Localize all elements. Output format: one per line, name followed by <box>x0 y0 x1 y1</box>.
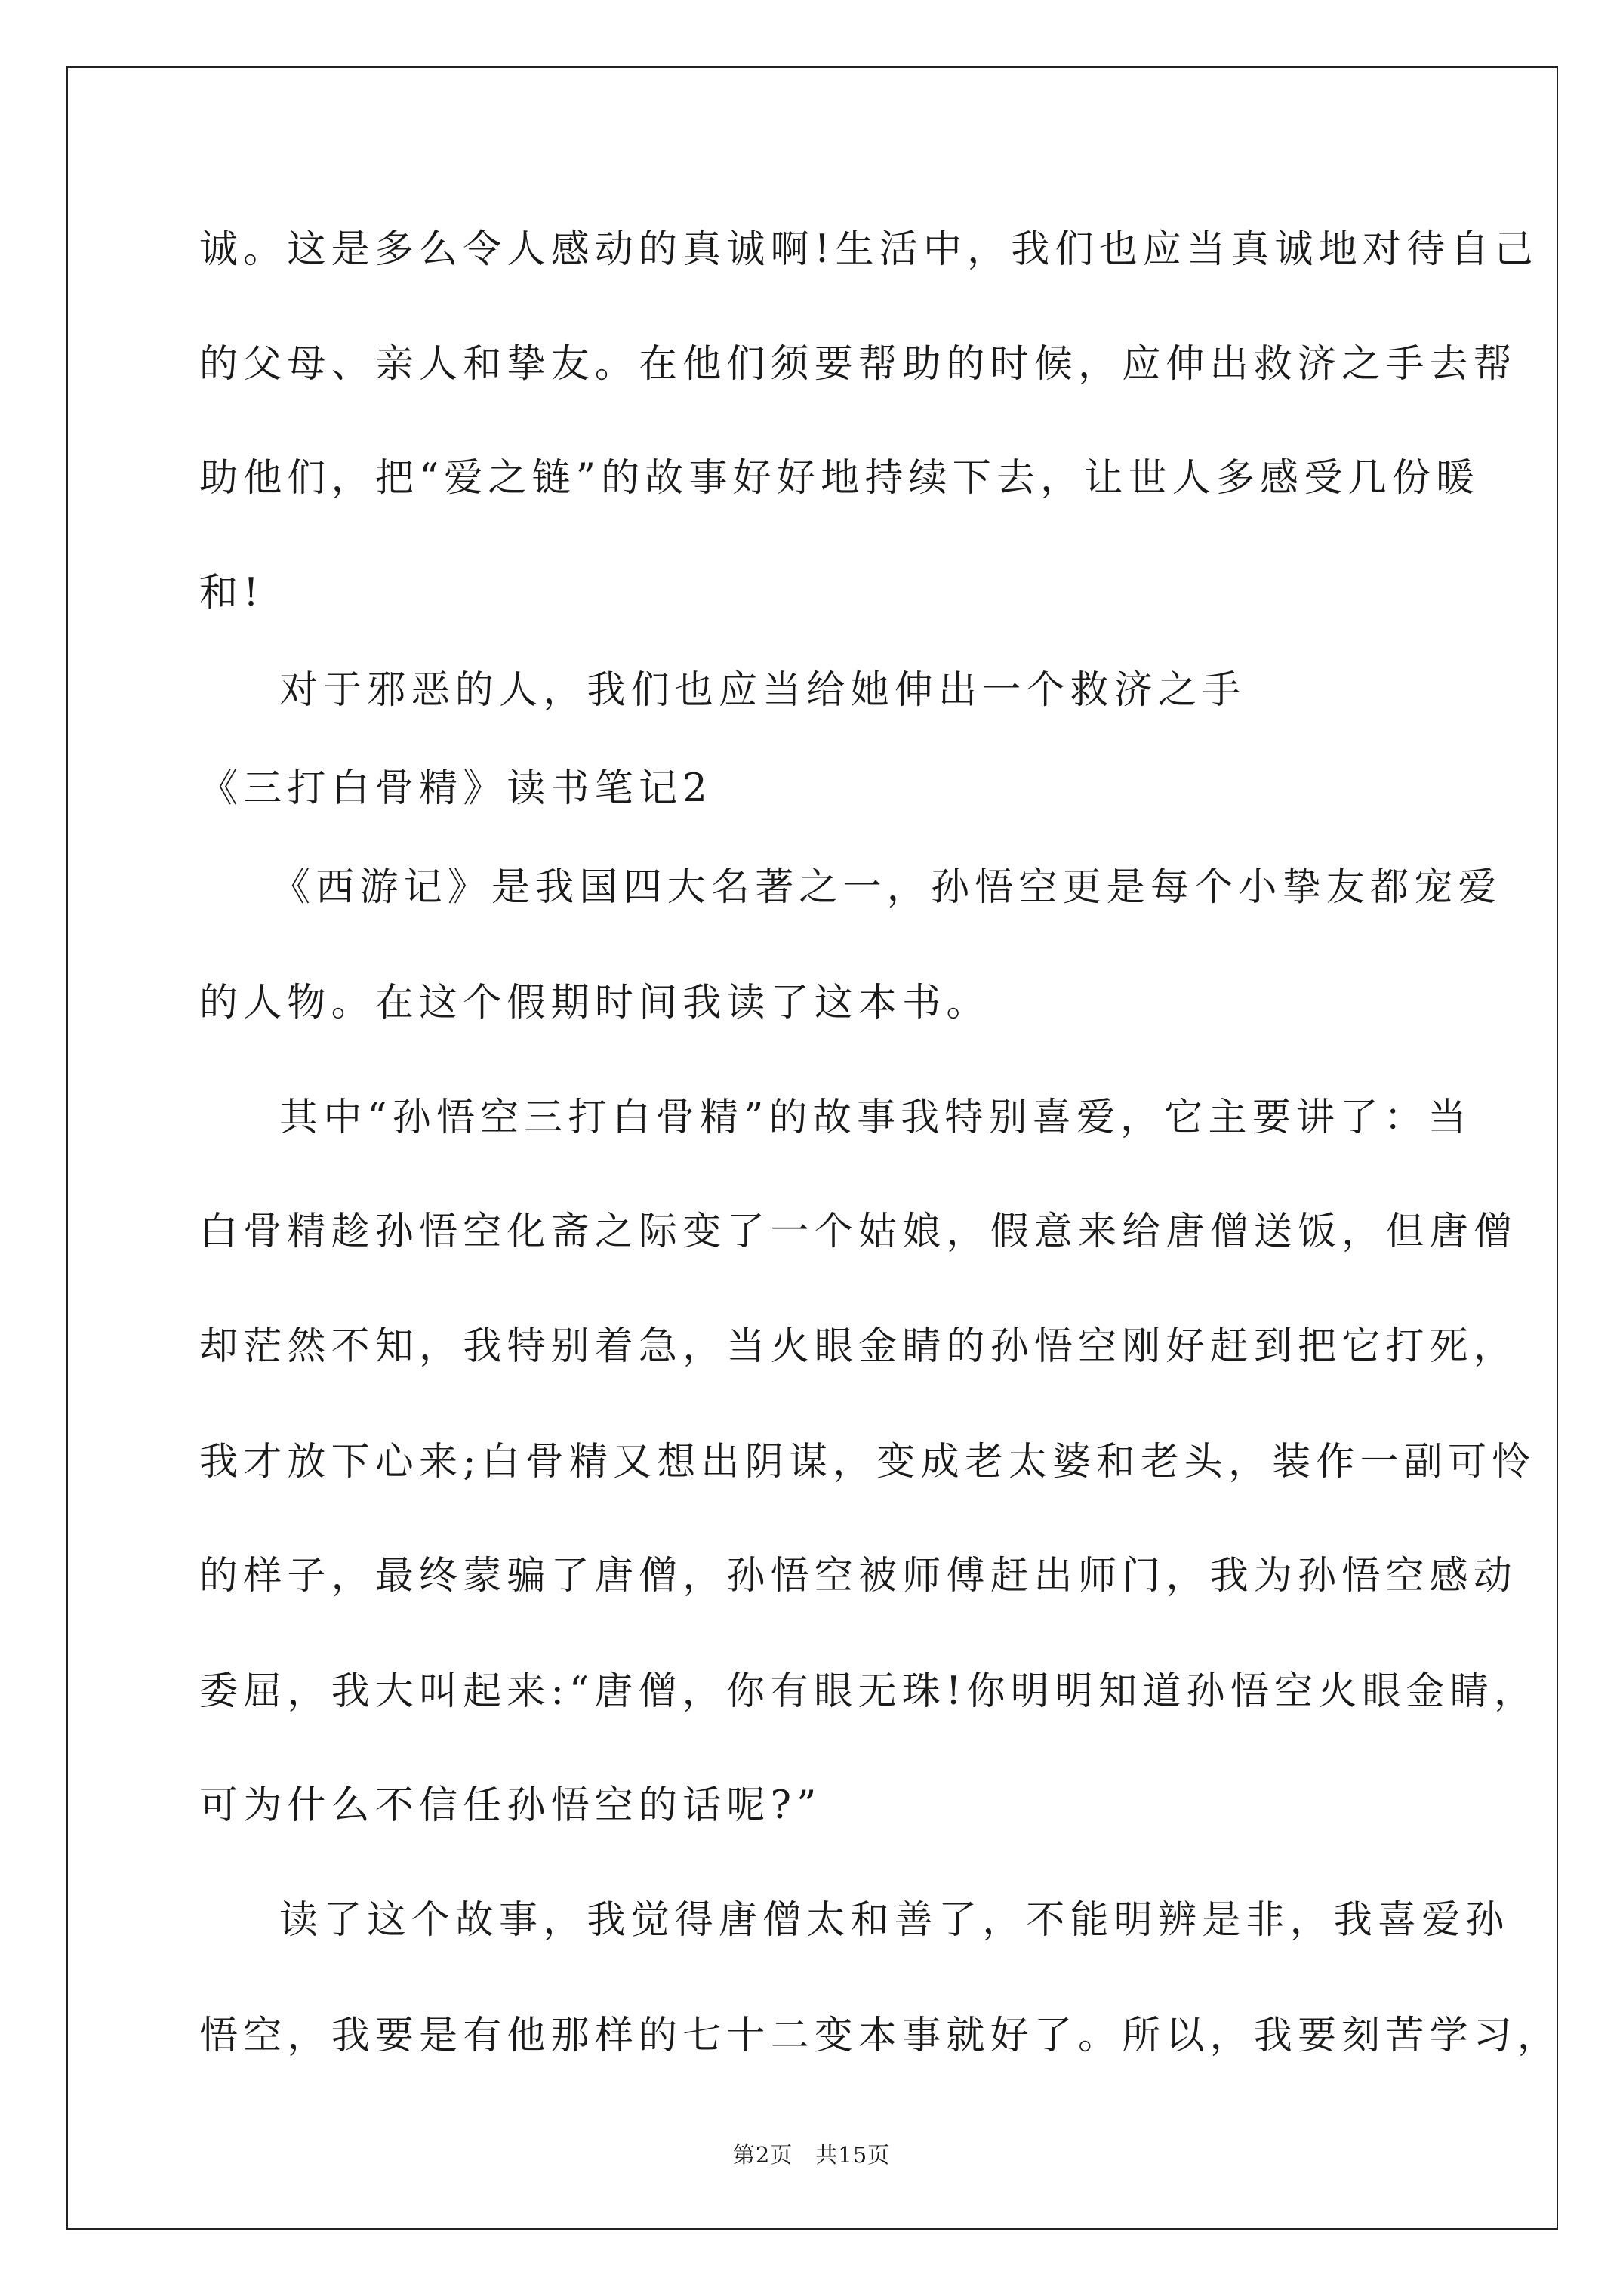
body-line-7: 的人物。在这个假期时间我读了这本书。 <box>199 981 990 1025</box>
body-line-1: 诚。这是多么令人感动的真诚啊!生活中，我们也应当真诚地对待自己 <box>199 227 1538 272</box>
section-heading: 《三打白骨精》读书笔记2 <box>199 766 713 811</box>
body-line-6: 《西游记》是我国四大名著之一，孙悟空更是每个小挚友都宠爱 <box>272 865 1502 910</box>
body-line-9: 白骨精趁孙悟空化斋之际变了一个姑娘，假意来给唐僧送饭，但唐僧 <box>199 1210 1518 1254</box>
body-line-2: 的父母、亲人和挚友。在他们须要帮助的时候，应伸出救济之手去帮 <box>199 342 1518 387</box>
body-line-3: 助他们，把“爱之链”的故事好好地持续下去，让世人多感受几份暖 <box>199 456 1480 501</box>
body-line-12: 的样子，最终蒙骗了唐僧，孙悟空被师傅赶出师门，我为孙悟空感动 <box>199 1554 1518 1598</box>
body-line-16: 悟空，我要是有他那样的七十二变本事就好了。所以，我要刻苦学习， <box>199 2014 1562 2058</box>
paragraph-line: 对于邪恶的人，我们也应当给她伸出一个救济之手 <box>279 668 1246 713</box>
body-line-15: 读了这个故事，我觉得唐僧太和善了，不能明辨是非，我喜爱孙 <box>279 1898 1510 1943</box>
body-line-4: 和! <box>199 571 264 615</box>
body-line-10: 却茫然不知，我特别着急，当火眼金睛的孙悟空刚好赶到把它打死， <box>199 1324 1518 1369</box>
body-line-14: 可为什么不信任孙悟空的话呢?” <box>199 1783 822 1828</box>
body-line-8: 其中“孙悟空三打白骨精”的故事我特别喜爱，它主要讲了：当 <box>279 1096 1472 1140</box>
page-footer: 第2页 共15页 <box>732 2142 891 2168</box>
body-line-13: 委屈，我大叫起来:“唐僧，你有眼无珠!你明明知道孙悟空火眼金睛， <box>199 1669 1538 1714</box>
body-line-11: 我才放下心来;白骨精又想出阴谋，变成老太婆和老头，装作一副可怜 <box>199 1440 1536 1484</box>
